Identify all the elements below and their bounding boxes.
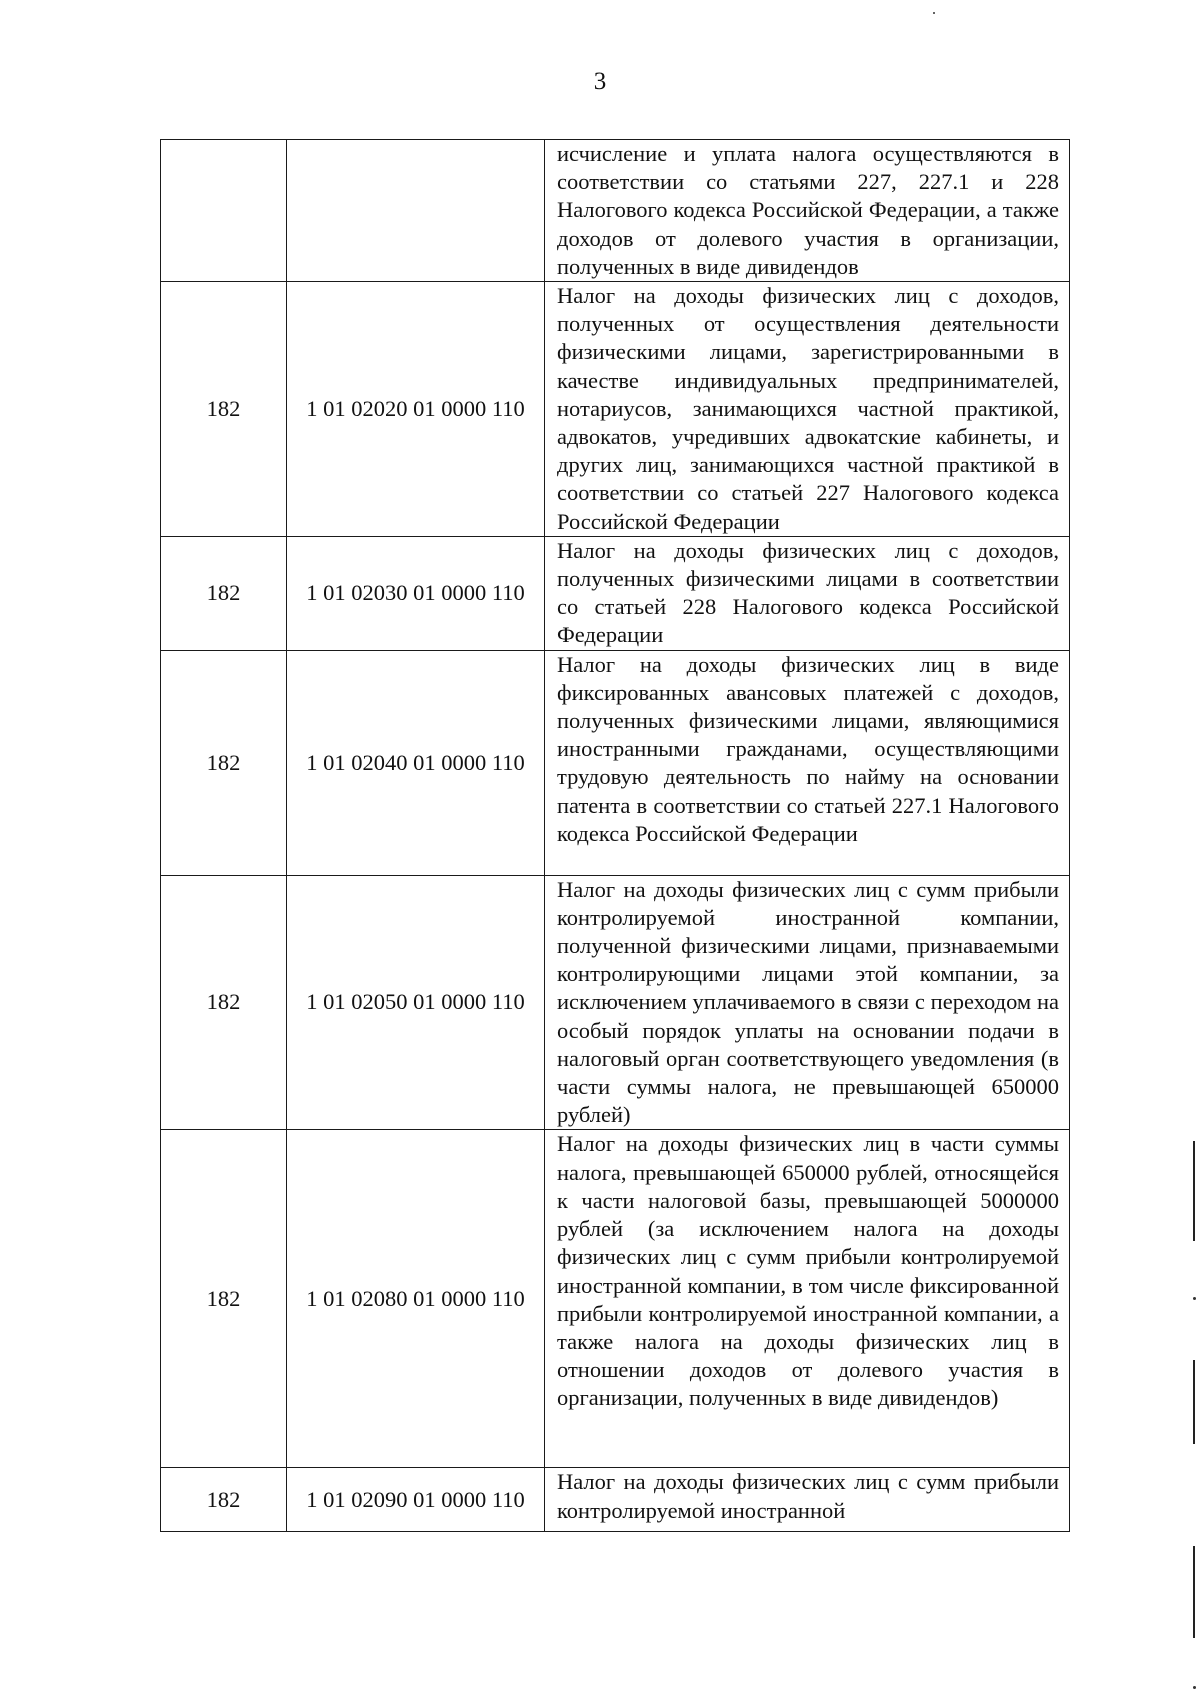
admin-code-cell: 182	[161, 1468, 287, 1532]
revenue-name-text: Налог на доходы физических лиц с доходов, полученных физическими лицами в соответствии со статьей 228 Налогового кодекса Российской Федерации	[557, 537, 1059, 648]
revenue-name-text: Налог на доходы физических лиц в части суммы налога, превышающей 650000 рублей, относящейся к части налоговой базы, превышающей 5000000 рублей (за исключением налога на доходы физических лиц с сумм прибыли контролируемой иностранной компании, в том числе фиксированной прибыли контролируемой иностранной компании, а также налога на доходы физических лиц в отношении доходов от долевого участия в организации, полученных в виде дивидендов)	[557, 1131, 1059, 1411]
scan-margin-mark	[1193, 1546, 1195, 1638]
revenue-name-text: исчисление и уплата налога осуществляются в соответствии со статьями 227, 227.1 и 228 Налогового кодекса Российской Федерации, а также доходов от долевого участия в организации, полученных в виде дивидендов	[557, 141, 1059, 279]
table-row	[161, 1130, 1070, 1468]
revenue-name-text: Налог на доходы физических лиц с сумм прибыли контролируемой иностранной	[557, 1469, 1059, 1523]
scan-margin-mark	[1193, 1141, 1195, 1241]
scan-speck	[933, 12, 935, 14]
table-row	[161, 140, 1070, 282]
table-row	[161, 875, 1070, 1130]
admin-code-cell: 182	[161, 1130, 287, 1468]
admin-code-cell: 182	[161, 536, 287, 650]
scan-margin-mark	[1193, 1360, 1195, 1444]
admin-code-cell	[161, 140, 287, 282]
kbk-code-cell: 1 01 02050 01 0000 110	[287, 875, 545, 1130]
table-row	[161, 282, 1070, 537]
revenue-name-cell	[545, 140, 1070, 282]
kbk-code-cell: 1 01 02080 01 0000 110	[287, 1130, 545, 1468]
revenue-name-cell	[545, 536, 1070, 650]
table-row	[161, 536, 1070, 650]
admin-code-cell: 182	[161, 650, 287, 875]
kbk-code-cell: 1 01 02040 01 0000 110	[287, 650, 545, 875]
revenue-name-cell	[545, 650, 1070, 875]
scan-speck	[1193, 1297, 1196, 1300]
kbk-code-cell: 1 01 02090 01 0000 110	[287, 1468, 545, 1532]
table-row	[161, 650, 1070, 875]
revenue-name-text: Налог на доходы физических лиц с сумм прибыли контролируемой иностранной компании, полученной физическими лицами, признаваемыми контролирующими лицами этой компании, за исключением уплачиваемого в связи с переходом на особый порядок уплаты на основании подачи в налоговый орган соответствующего уведомления (в части суммы налога, не превышающей 650000 рублей)	[557, 876, 1059, 1128]
kbk-code-cell: 1 01 02030 01 0000 110	[287, 536, 545, 650]
revenue-name-cell	[545, 1130, 1070, 1468]
admin-code-cell: 182	[161, 282, 287, 537]
revenue-name-cell	[545, 282, 1070, 537]
admin-code-cell: 182	[161, 875, 287, 1130]
table-row	[161, 1468, 1070, 1532]
page-number: 3	[593, 68, 607, 95]
revenue-name-cell	[545, 1468, 1070, 1532]
budget-classification-table	[160, 139, 1070, 1532]
revenue-name-text: Налог на доходы физических лиц с доходов, полученных от осуществления деятельности физическими лицами, зарегистрированными в качестве индивидуальных предпринимателей, нотариусов, занимающихся частной практикой, адвокатов, учредивших адвокатские кабинеты, и других лиц, занимающихся частной практикой в соответствии со статьей 227 Налогового кодекса Российской Федерации	[557, 283, 1059, 534]
revenue-name-text: Налог на доходы физических лиц в виде фиксированных авансовых платежей с доходов, полученных физическими лицами, являющимися иностранными гражданами, осуществляющими трудовую деятельность по найму на основании патента в соответствии со статьей 227.1 Налогового кодекса Российской Федерации	[557, 651, 1059, 846]
kbk-code-cell: 1 01 02020 01 0000 110	[287, 282, 545, 537]
revenue-name-cell	[545, 875, 1070, 1130]
scan-speck	[1193, 1686, 1196, 1689]
kbk-code-cell	[287, 140, 545, 282]
